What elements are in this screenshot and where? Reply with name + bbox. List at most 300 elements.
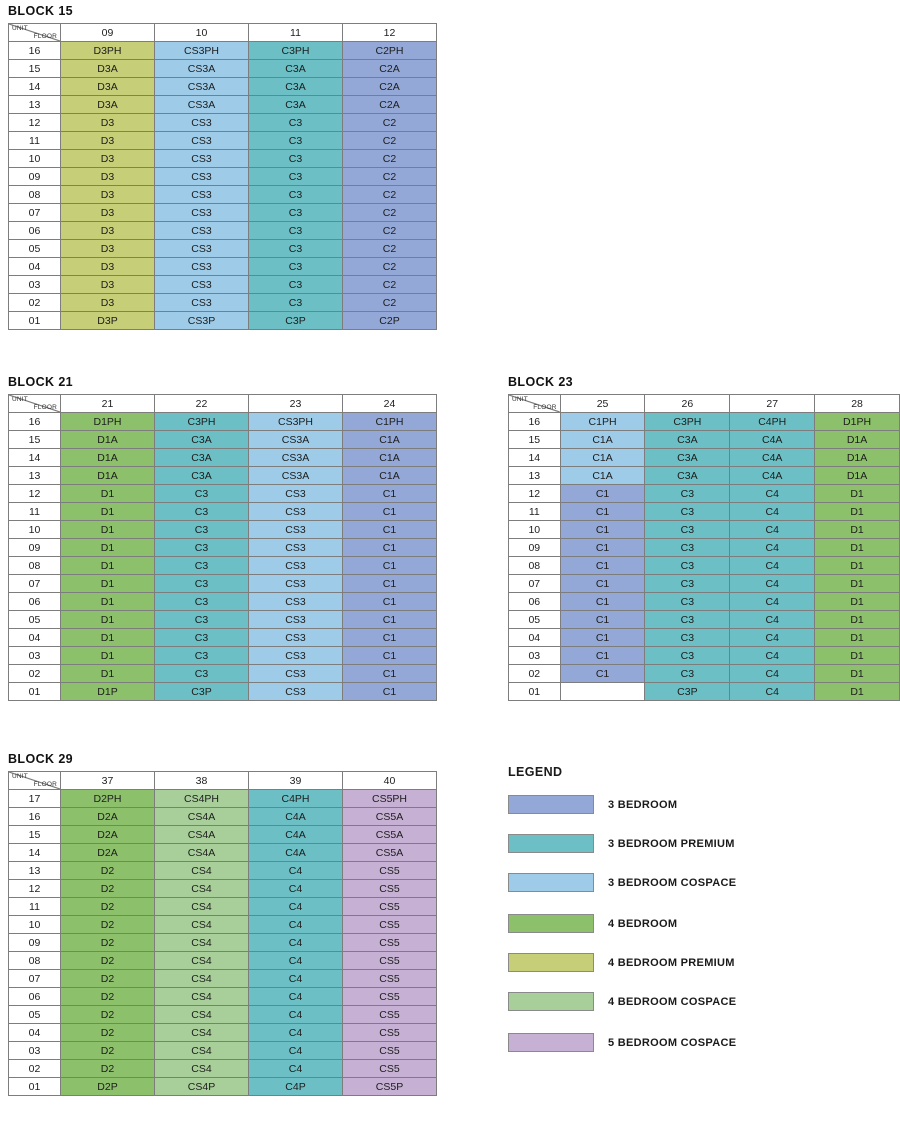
unit-cell[interactable]: CS4PH [155, 790, 249, 808]
unit-cell[interactable]: D1A [61, 449, 155, 467]
unit-cell[interactable]: CS4A [155, 826, 249, 844]
unit-cell[interactable]: CS3P [155, 312, 249, 330]
unit-cell[interactable]: C2PH [343, 42, 437, 60]
unit-cell[interactable]: C1 [343, 503, 437, 521]
unit-cell[interactable]: D2 [61, 862, 155, 880]
unit-cell[interactable]: D1 [815, 575, 900, 593]
unit-cell[interactable]: C2 [343, 150, 437, 168]
unit-cell[interactable]: C1A [343, 431, 437, 449]
unit-cell[interactable]: D2A [61, 844, 155, 862]
unit-cell[interactable]: C4 [249, 898, 343, 916]
unit-cell[interactable]: C2 [343, 258, 437, 276]
unit-cell[interactable]: CS5P [343, 1078, 437, 1096]
floor-number-cell: 10 [9, 521, 61, 539]
table-row [9, 240, 437, 258]
block-block-23 [508, 375, 900, 701]
unit-cell[interactable]: C3A [155, 449, 249, 467]
unit-cell[interactable]: C3 [155, 521, 249, 539]
unit-cell[interactable]: C4 [249, 988, 343, 1006]
unit-cell[interactable]: CS3A [155, 96, 249, 114]
table-row [509, 413, 900, 431]
unit-cell[interactable]: D2 [61, 934, 155, 952]
unit-cell[interactable]: C3 [249, 276, 343, 294]
unit-cell[interactable]: D1PH [61, 413, 155, 431]
unit-cell[interactable]: C4A [249, 826, 343, 844]
unit-cell[interactable]: CS4 [155, 916, 249, 934]
unit-cell[interactable]: D1A [815, 431, 900, 449]
unit-cell[interactable]: CS3A [249, 431, 343, 449]
unit-cell[interactable]: D1 [815, 629, 900, 647]
unit-cell[interactable]: D1 [61, 593, 155, 611]
unit-cell[interactable]: C1A [560, 467, 645, 485]
unit-cell[interactable]: C1 [343, 683, 437, 701]
unit-cell[interactable]: C3 [249, 222, 343, 240]
unit-cell[interactable]: C4 [249, 862, 343, 880]
unit-cell[interactable]: C2A [343, 96, 437, 114]
unit-cell[interactable]: C2 [343, 294, 437, 312]
unit-cell[interactable]: C3 [645, 593, 730, 611]
unit-cell[interactable]: CS4 [155, 988, 249, 1006]
unit-cell[interactable]: C1 [560, 647, 645, 665]
unit-cell[interactable]: D2 [61, 1024, 155, 1042]
unit-cell[interactable]: C3 [249, 150, 343, 168]
unit-cell[interactable]: C1 [343, 665, 437, 683]
unit-cell[interactable]: CS4 [155, 934, 249, 952]
unit-cell[interactable]: D2A [61, 808, 155, 826]
unit-cell[interactable]: C1 [343, 629, 437, 647]
unit-column-header: 24 [343, 395, 437, 413]
unit-cell[interactable]: D3A [61, 78, 155, 96]
unit-cell[interactable]: C3 [155, 647, 249, 665]
unit-cell[interactable]: CS5 [343, 898, 437, 916]
unit-cell[interactable]: C1 [560, 611, 645, 629]
unit-cell[interactable]: C4 [730, 521, 815, 539]
unit-cell[interactable]: CS3 [155, 168, 249, 186]
unit-cell[interactable]: CS3A [249, 449, 343, 467]
unit-cell[interactable]: C1 [560, 665, 645, 683]
unit-cell[interactable]: CS3 [155, 150, 249, 168]
unit-cell[interactable]: D3A [61, 60, 155, 78]
unit-cell[interactable]: CS5A [343, 844, 437, 862]
unit-cell[interactable]: C1 [343, 593, 437, 611]
unit-cell[interactable]: D1A [61, 467, 155, 485]
unit-cell[interactable]: CS3PH [249, 413, 343, 431]
unit-cell[interactable]: D1A [61, 431, 155, 449]
unit-cell[interactable]: C3A [249, 78, 343, 96]
table-row [509, 485, 900, 503]
unit-cell[interactable]: C4 [730, 629, 815, 647]
table-row [509, 593, 900, 611]
unit-cell[interactable]: CS3A [249, 467, 343, 485]
unit-column-header: 39 [249, 772, 343, 790]
unit-cell[interactable]: C1 [343, 539, 437, 557]
unit-cell[interactable]: CS3 [249, 647, 343, 665]
unit-cell[interactable]: C4 [730, 557, 815, 575]
unit-cell[interactable]: D1 [815, 647, 900, 665]
floor-number-cell: 13 [509, 467, 561, 485]
unit-cell[interactable]: C4A [730, 431, 815, 449]
unit-cell[interactable]: CS3 [155, 258, 249, 276]
unit-cell[interactable]: C1PH [343, 413, 437, 431]
unit-cell[interactable]: D3 [61, 294, 155, 312]
unit-cell[interactable]: C4 [249, 1060, 343, 1078]
unit-cell[interactable]: C4 [730, 539, 815, 557]
unit-cell[interactable]: CS3 [249, 521, 343, 539]
unit-cell[interactable]: D3 [61, 276, 155, 294]
unit-cell[interactable]: C4 [730, 503, 815, 521]
unit-cell[interactable]: CS3 [249, 611, 343, 629]
unit-cell[interactable]: CS5 [343, 988, 437, 1006]
unit-cell[interactable]: C1 [343, 521, 437, 539]
floor-number-cell: 11 [509, 503, 561, 521]
floor-number-cell: 12 [9, 114, 61, 132]
unit-cell[interactable]: D2PH [61, 790, 155, 808]
unit-cell[interactable]: C3 [645, 665, 730, 683]
unit-cell[interactable]: C3 [249, 168, 343, 186]
unit-cell[interactable]: D2 [61, 898, 155, 916]
unit-cell[interactable]: C1PH [560, 413, 645, 431]
unit-cell[interactable]: C3 [155, 665, 249, 683]
unit-cell[interactable]: C3A [249, 96, 343, 114]
unit-cell[interactable]: C1 [560, 575, 645, 593]
unit-cell[interactable]: C3 [155, 557, 249, 575]
unit-cell[interactable]: D3 [61, 186, 155, 204]
unit-cell[interactable]: CS3 [155, 294, 249, 312]
floor-number-cell: 12 [9, 880, 61, 898]
table-row [509, 467, 900, 485]
unit-cell[interactable]: D1 [61, 503, 155, 521]
unit-cell[interactable]: C3 [645, 557, 730, 575]
table-row [9, 1024, 437, 1042]
floor-number-cell: 10 [509, 521, 561, 539]
floor-number-cell: 09 [9, 539, 61, 557]
unit-cell[interactable]: D1 [815, 557, 900, 575]
unit-cell[interactable]: C4 [730, 683, 815, 701]
unit-cell[interactable]: C4 [730, 575, 815, 593]
unit-cell[interactable]: CS5 [343, 862, 437, 880]
unit-cell[interactable]: C3 [155, 629, 249, 647]
unit-cell[interactable]: C3 [645, 647, 730, 665]
unit-cell[interactable]: C3PH [155, 413, 249, 431]
floor-number-cell: 16 [9, 413, 61, 431]
unit-cell[interactable]: C2 [343, 168, 437, 186]
unit-cell[interactable]: C2 [343, 114, 437, 132]
unit-cell[interactable]: CS4 [155, 1024, 249, 1042]
unit-cell[interactable]: D2 [61, 1060, 155, 1078]
floor-number-cell: 09 [9, 934, 61, 952]
unit-cell[interactable]: CS3 [249, 503, 343, 521]
floor-number-cell: 03 [9, 1042, 61, 1060]
unit-cell[interactable]: CS3PH [155, 42, 249, 60]
unit-cell[interactable]: C3PH [645, 413, 730, 431]
table-row [9, 970, 437, 988]
unit-cell[interactable]: C4 [730, 665, 815, 683]
unit-cell[interactable]: CS4 [155, 970, 249, 988]
unit-cell[interactable]: D3 [61, 150, 155, 168]
unit-cell[interactable]: CS5A [343, 826, 437, 844]
unit-cell[interactable]: C3P [155, 683, 249, 701]
unit-cell[interactable]: C4 [249, 934, 343, 952]
unit-cell[interactable]: C3P [249, 312, 343, 330]
unit-cell[interactable]: D1PH [815, 413, 900, 431]
unit-cell[interactable]: D1P [61, 683, 155, 701]
unit-cell[interactable]: D2 [61, 988, 155, 1006]
unit-cell[interactable]: C2 [343, 222, 437, 240]
unit-cell[interactable]: D3 [61, 222, 155, 240]
unit-cell[interactable]: D1 [61, 665, 155, 683]
table-row [9, 521, 437, 539]
unit-cell[interactable]: D1 [815, 683, 900, 701]
unit-cell[interactable]: C3 [645, 521, 730, 539]
unit-cell[interactable]: C1 [343, 611, 437, 629]
unit-cell[interactable]: CS3 [155, 240, 249, 258]
unit-cell[interactable]: CS4P [155, 1078, 249, 1096]
unit-cell[interactable]: D2A [61, 826, 155, 844]
unit-cell[interactable]: D1 [61, 647, 155, 665]
unit-cell[interactable]: C1 [343, 647, 437, 665]
unit-cell[interactable]: D3 [61, 132, 155, 150]
unit-cell[interactable]: CS5 [343, 1042, 437, 1060]
unit-cell[interactable] [560, 683, 645, 701]
unit-cell[interactable]: D1 [61, 485, 155, 503]
unit-cell[interactable]: C3A [155, 467, 249, 485]
unit-cell[interactable]: C2P [343, 312, 437, 330]
unit-cell[interactable]: C4 [730, 611, 815, 629]
unit-cell[interactable]: CS4A [155, 808, 249, 826]
unit-cell[interactable]: D1 [61, 611, 155, 629]
floor-number-cell: 01 [9, 1078, 61, 1096]
unit-cell[interactable]: C3A [645, 449, 730, 467]
unit-cell[interactable]: C1 [343, 575, 437, 593]
unit-cell[interactable]: C4A [249, 808, 343, 826]
unit-cell[interactable]: CS4 [155, 898, 249, 916]
unit-cell[interactable]: C3 [249, 186, 343, 204]
unit-cell[interactable]: CS5 [343, 970, 437, 988]
unit-cell[interactable]: C4PH [730, 413, 815, 431]
unit-cell[interactable]: D3P [61, 312, 155, 330]
unit-cell[interactable]: D3A [61, 96, 155, 114]
unit-cell[interactable]: D3 [61, 114, 155, 132]
unit-cell[interactable]: CS3 [249, 539, 343, 557]
unit-cell[interactable]: CS3 [155, 276, 249, 294]
unit-cell[interactable]: CS5 [343, 934, 437, 952]
unit-cell[interactable]: C1A [343, 467, 437, 485]
unit-cell[interactable]: C1A [560, 431, 645, 449]
floor-number-cell: 12 [9, 485, 61, 503]
unit-cell[interactable]: CS4A [155, 844, 249, 862]
unit-cell[interactable]: C1 [560, 557, 645, 575]
table-row [9, 294, 437, 312]
unit-cell[interactable]: CS3 [155, 186, 249, 204]
unit-cell[interactable]: D1 [61, 557, 155, 575]
unit-cell[interactable]: CS3 [249, 593, 343, 611]
unit-cell[interactable]: C2 [343, 186, 437, 204]
unit-cell[interactable]: C3 [155, 503, 249, 521]
unit-cell[interactable]: C4 [249, 916, 343, 934]
unit-cell[interactable]: C3A [645, 467, 730, 485]
unit-cell[interactable]: C1 [343, 557, 437, 575]
unit-cell[interactable]: CS4 [155, 1060, 249, 1078]
unit-cell[interactable]: C4 [249, 970, 343, 988]
unit-cell[interactable]: C3 [155, 611, 249, 629]
unit-cell[interactable]: C1 [560, 521, 645, 539]
unit-cell[interactable]: D3 [61, 240, 155, 258]
floor-number-cell: 03 [9, 647, 61, 665]
unit-cell[interactable]: C2A [343, 60, 437, 78]
unit-cell[interactable]: C4P [249, 1078, 343, 1096]
unit-cell[interactable]: CS5 [343, 1060, 437, 1078]
floor-number-cell: 06 [9, 988, 61, 1006]
unit-cell[interactable]: C3 [645, 611, 730, 629]
unit-cell[interactable]: D1A [815, 449, 900, 467]
unit-cell[interactable]: CS3 [249, 575, 343, 593]
unit-cell[interactable]: CS5A [343, 808, 437, 826]
unit-cell[interactable]: D3 [61, 258, 155, 276]
unit-cell[interactable]: C2 [343, 240, 437, 258]
unit-cell[interactable]: C1 [343, 485, 437, 503]
unit-cell[interactable]: C3 [645, 503, 730, 521]
unit-cell[interactable]: D1 [815, 521, 900, 539]
unit-cell[interactable]: D2P [61, 1078, 155, 1096]
floor-number-cell: 10 [9, 916, 61, 934]
unit-cell[interactable]: D1 [61, 575, 155, 593]
unit-cell[interactable]: CS4 [155, 862, 249, 880]
unit-cell[interactable]: C1 [560, 503, 645, 521]
unit-cell[interactable]: C2A [343, 78, 437, 96]
unit-cell[interactable]: C3 [249, 114, 343, 132]
unit-cell[interactable]: C3PH [249, 42, 343, 60]
unit-cell[interactable]: C3 [155, 539, 249, 557]
unit-cell[interactable]: C1 [560, 593, 645, 611]
unit-cell[interactable]: C4PH [249, 790, 343, 808]
unit-cell[interactable]: CS3 [249, 485, 343, 503]
block-title: BLOCK 23 [508, 375, 574, 389]
unit-cell[interactable]: D2 [61, 970, 155, 988]
unit-cell[interactable]: CS3 [155, 114, 249, 132]
unit-cell[interactable]: C4A [249, 844, 343, 862]
unit-cell[interactable]: CS5 [343, 880, 437, 898]
unit-cell[interactable]: D1 [815, 485, 900, 503]
unit-cell[interactable]: D3 [61, 168, 155, 186]
table-row [9, 1006, 437, 1024]
unit-cell[interactable]: CS3 [249, 629, 343, 647]
unit-cell[interactable]: C4A [730, 449, 815, 467]
unit-cell[interactable]: C4 [249, 1024, 343, 1042]
unit-cell[interactable]: C2 [343, 276, 437, 294]
unit-cell[interactable]: CS4 [155, 1042, 249, 1060]
unit-cell[interactable]: CS5 [343, 1006, 437, 1024]
unit-cell[interactable]: CS3A [155, 60, 249, 78]
unit-cell[interactable]: D1A [815, 467, 900, 485]
unit-cell[interactable]: C3 [155, 575, 249, 593]
unit-cell[interactable]: CS3 [249, 665, 343, 683]
unit-cell[interactable]: C3 [249, 294, 343, 312]
unit-cell[interactable]: D1 [815, 503, 900, 521]
unit-cell[interactable]: D1 [815, 539, 900, 557]
unit-cell[interactable]: D3 [61, 204, 155, 222]
unit-cell[interactable]: CS3 [249, 557, 343, 575]
unit-cell[interactable]: CS3 [155, 204, 249, 222]
table-header-row [9, 395, 437, 413]
unit-cell[interactable]: CS3 [155, 132, 249, 150]
unit-cell[interactable]: C1A [560, 449, 645, 467]
unit-cell[interactable]: C1 [560, 539, 645, 557]
unit-cell[interactable]: C4 [249, 1006, 343, 1024]
unit-cell[interactable]: D1 [815, 665, 900, 683]
table-header-row [509, 395, 900, 413]
unit-cell[interactable]: C4 [249, 952, 343, 970]
unit-cell[interactable]: C3 [249, 132, 343, 150]
unit-cell[interactable]: D2 [61, 880, 155, 898]
unit-cell[interactable]: D1 [61, 539, 155, 557]
floor-number-cell: 11 [9, 503, 61, 521]
unit-cell[interactable]: C3P [645, 683, 730, 701]
unit-cell[interactable]: C4A [730, 467, 815, 485]
unit-cell[interactable]: CS4 [155, 1006, 249, 1024]
unit-cell[interactable]: C3A [249, 60, 343, 78]
unit-cell[interactable]: C3 [645, 575, 730, 593]
table-corner-header [509, 395, 561, 413]
unit-cell[interactable]: C3 [249, 240, 343, 258]
unit-cell[interactable]: C1A [343, 449, 437, 467]
unit-cell[interactable]: C1 [560, 485, 645, 503]
legend-color-swatch [508, 795, 594, 814]
unit-cell[interactable]: D1 [61, 521, 155, 539]
table-row [9, 575, 437, 593]
unit-cell[interactable]: C4 [730, 647, 815, 665]
unit-cell[interactable]: CS3 [249, 683, 343, 701]
unit-cell[interactable]: D1 [815, 611, 900, 629]
unit-cell[interactable]: C1 [560, 629, 645, 647]
unit-cell[interactable]: CS5PH [343, 790, 437, 808]
unit-grid-table [8, 23, 437, 330]
floor-number-cell: 14 [9, 78, 61, 96]
unit-cell[interactable]: CS3 [155, 222, 249, 240]
unit-cell[interactable]: CS5 [343, 916, 437, 934]
unit-cell[interactable]: C3 [155, 485, 249, 503]
unit-cell[interactable]: CS5 [343, 952, 437, 970]
unit-cell[interactable]: C3 [249, 204, 343, 222]
floor-number-cell: 05 [9, 1006, 61, 1024]
unit-cell[interactable]: D3PH [61, 42, 155, 60]
unit-cell[interactable]: D2 [61, 952, 155, 970]
unit-cell[interactable]: D1 [815, 593, 900, 611]
unit-cell[interactable]: C3 [645, 629, 730, 647]
unit-cell[interactable]: C3 [155, 593, 249, 611]
table-row [9, 485, 437, 503]
unit-cell[interactable]: C3 [645, 485, 730, 503]
unit-cell[interactable]: C2 [343, 132, 437, 150]
unit-cell[interactable]: C3A [155, 431, 249, 449]
unit-cell[interactable]: C2 [343, 204, 437, 222]
unit-cell[interactable]: C3 [645, 539, 730, 557]
table-row [9, 916, 437, 934]
unit-cell[interactable]: D2 [61, 1006, 155, 1024]
unit-cell[interactable]: C4 [249, 1042, 343, 1060]
unit-cell[interactable]: CS4 [155, 952, 249, 970]
unit-cell[interactable]: C4 [249, 880, 343, 898]
unit-cell[interactable]: D2 [61, 916, 155, 934]
unit-cell[interactable]: CS3A [155, 78, 249, 96]
unit-cell[interactable]: D1 [61, 629, 155, 647]
unit-cell[interactable]: C4 [730, 593, 815, 611]
unit-cell[interactable]: CS4 [155, 880, 249, 898]
unit-cell[interactable]: C4 [730, 485, 815, 503]
unit-cell[interactable]: D2 [61, 1042, 155, 1060]
unit-cell[interactable]: CS5 [343, 1024, 437, 1042]
unit-cell[interactable]: C3A [645, 431, 730, 449]
unit-cell[interactable]: C3 [249, 258, 343, 276]
